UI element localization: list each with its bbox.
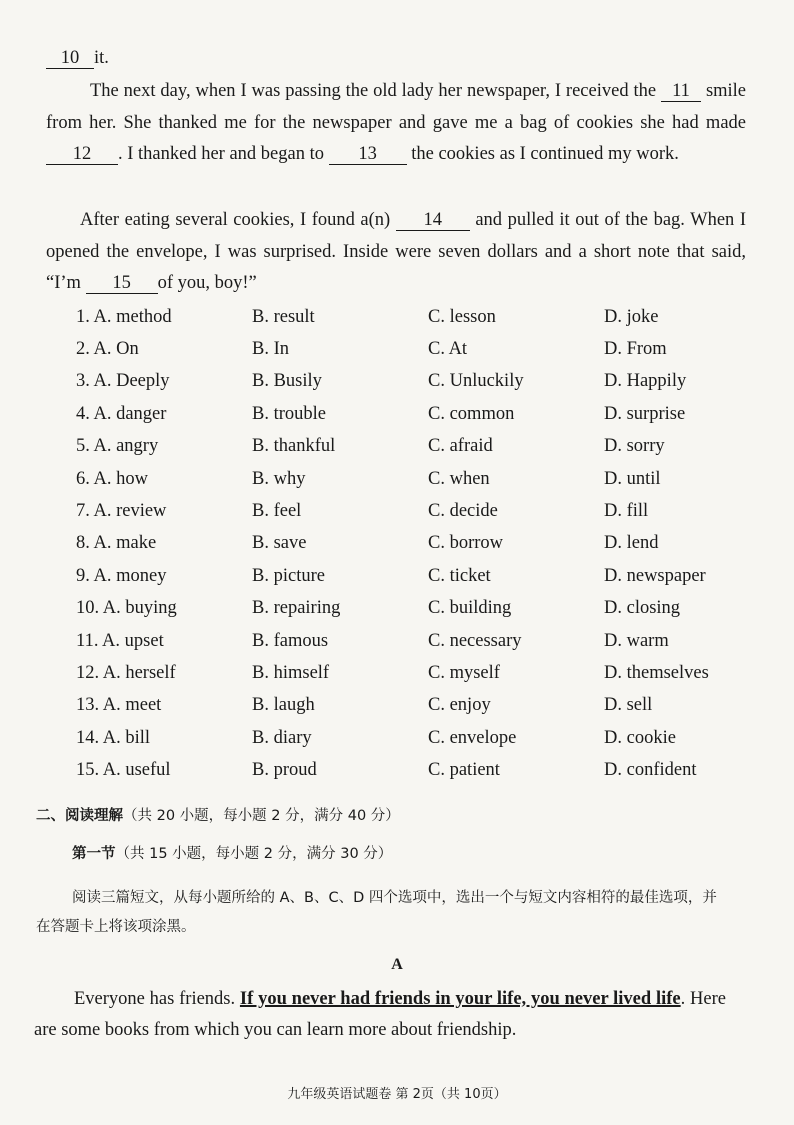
option-choice: D. confident	[604, 760, 697, 781]
option-choice: D. warm	[604, 630, 669, 651]
option-choice: D. sell	[604, 695, 653, 716]
option-row	[76, 690, 756, 722]
option-choice: D. newspaper	[604, 565, 706, 586]
option-choice: 2. A. On	[76, 339, 139, 360]
option-row	[76, 722, 756, 754]
option-row	[76, 528, 756, 560]
option-choice: C. lesson	[428, 306, 496, 327]
passage-text: . I thanked her and began to	[118, 144, 324, 164]
reading-instruction: 阅读三篇短文，从每小题所给的 A、B、C、D 四个选项中，选出一个与短文内容相符的最佳选项，并在答题卡上将该项涂黑。	[36, 890, 717, 935]
option-choice: 12. A. herself	[76, 662, 176, 683]
passage-line-0	[46, 43, 746, 75]
option-choice: B. why	[252, 468, 306, 489]
option-choice: B. repairing	[252, 598, 341, 619]
option-choice: 5. A. angry	[76, 436, 159, 457]
option-choice: 10. A. buying	[76, 598, 177, 619]
blank-13: 13	[329, 144, 407, 165]
part-1-heading	[72, 843, 752, 865]
option-choice: B. feel	[252, 501, 302, 522]
option-choice: C. enjoy	[428, 695, 491, 716]
option-row	[76, 593, 756, 625]
option-choice: C. building	[428, 598, 512, 619]
option-choice: 15. A. useful	[76, 760, 171, 781]
option-choice: 11. A. upset	[76, 630, 164, 651]
option-choice: B. Busily	[252, 371, 322, 392]
option-row	[76, 560, 756, 592]
blank-15: 15	[86, 273, 158, 294]
part-title: 第一节	[72, 846, 116, 862]
option-row	[76, 431, 756, 463]
intro-text: Everyone has friends.	[74, 989, 240, 1009]
passage-text: After eating several cookies, I found a(n)	[80, 210, 391, 230]
option-choice: C. necessary	[428, 630, 522, 651]
option-choice: B. thankful	[252, 436, 336, 457]
option-choice: C. envelope	[428, 727, 517, 748]
page-footer: 九年级英语试题卷 第 2页（共 10页）	[287, 1087, 507, 1102]
intro-bold-sentence: If you never had friends in your life, you never lived life	[239, 989, 681, 1009]
blank-11: 11	[661, 81, 701, 102]
passage-text: smile from her. She thanked me for the newspaper and gave me a bag of cookies she had made	[46, 81, 747, 133]
option-choice: B. proud	[252, 760, 317, 781]
option-choice: B. In	[252, 339, 289, 360]
option-choice: 4. A. danger	[76, 403, 167, 424]
option-choice: C. ticket	[428, 565, 491, 586]
option-choice: C. patient	[428, 760, 500, 781]
option-choice: B. trouble	[252, 403, 326, 424]
option-row	[76, 463, 756, 495]
option-choice: B. save	[252, 533, 307, 554]
option-row	[76, 625, 756, 657]
option-choice: D. fill	[604, 501, 649, 522]
option-choice: D. joke	[604, 306, 659, 327]
option-choice: 8. A. make	[76, 533, 157, 554]
section-2-heading	[36, 805, 756, 827]
option-choice: C. borrow	[428, 533, 504, 554]
blank-12: 12	[46, 144, 118, 165]
option-choice: D. Happily	[604, 371, 687, 392]
option-choice: D. cookie	[604, 727, 676, 748]
option-choice: C. Unluckily	[428, 371, 524, 392]
blank-10: 10	[46, 48, 94, 69]
option-choice: 6. A. how	[76, 468, 148, 489]
option-choice: D. closing	[604, 598, 681, 619]
passage-text: the cookies as I continued my work.	[411, 144, 679, 164]
passage-a-intro	[34, 984, 726, 1046]
passage-text: The next day, when I was passing the old lady her newspaper, I received the	[90, 81, 657, 101]
option-row	[76, 398, 756, 430]
option-choice: D. sorry	[604, 436, 665, 457]
option-choice: C. At	[428, 339, 468, 360]
option-choice: 7. A. review	[76, 501, 167, 522]
option-row	[76, 366, 756, 398]
option-choice: C. when	[428, 468, 490, 489]
option-choice: D. From	[604, 339, 667, 360]
option-choice: B. diary	[252, 727, 312, 748]
intro-text: . Here are some books from which you can learn more about friendship.	[34, 989, 726, 1040]
blank-14: 14	[396, 210, 470, 231]
option-choice: 9. A. money	[76, 565, 167, 586]
section-note: （共 20 小题，每小题 2 分，满分 40 分）	[123, 808, 400, 824]
option-row	[76, 301, 756, 333]
option-row	[76, 495, 756, 527]
option-row	[76, 333, 756, 365]
passage-letter: A	[391, 956, 403, 973]
section-title: 二、阅读理解	[36, 808, 123, 824]
option-row	[76, 657, 756, 689]
option-choice: B. famous	[252, 630, 329, 651]
answer-options-table	[76, 301, 756, 787]
option-row	[76, 754, 756, 786]
option-choice: B. result	[252, 306, 315, 327]
option-choice: D. lend	[604, 533, 659, 554]
option-choice: 13. A. meet	[76, 695, 162, 716]
option-choice: D. surprise	[604, 403, 686, 424]
option-choice: C. myself	[428, 662, 500, 683]
option-choice: C. common	[428, 403, 515, 424]
passage-text: of you, boy!”	[157, 273, 257, 293]
option-choice: C. decide	[428, 501, 498, 522]
option-choice: C. afraid	[428, 436, 493, 457]
option-choice: 14. A. bill	[76, 727, 151, 748]
option-choice: D. themselves	[604, 662, 709, 683]
passage-paragraph-2	[46, 205, 746, 300]
option-choice: B. himself	[252, 662, 330, 683]
option-choice: 1. A. method	[76, 306, 172, 327]
part-note: （共 15 小题，每小题 2 分，满分 30 分）	[115, 846, 393, 862]
option-choice: D. until	[604, 468, 661, 489]
option-choice: 3. A. Deeply	[76, 371, 170, 392]
passage-text: and pulled it out of the bag. When I opened the envelope, I was surprised. Inside were seven dollars and a short note that said, “I’m	[46, 210, 747, 293]
passage-text: it.	[94, 48, 109, 68]
option-choice: B. laugh	[252, 695, 315, 716]
option-choice: B. picture	[252, 565, 325, 586]
passage-paragraph-1	[46, 76, 746, 171]
